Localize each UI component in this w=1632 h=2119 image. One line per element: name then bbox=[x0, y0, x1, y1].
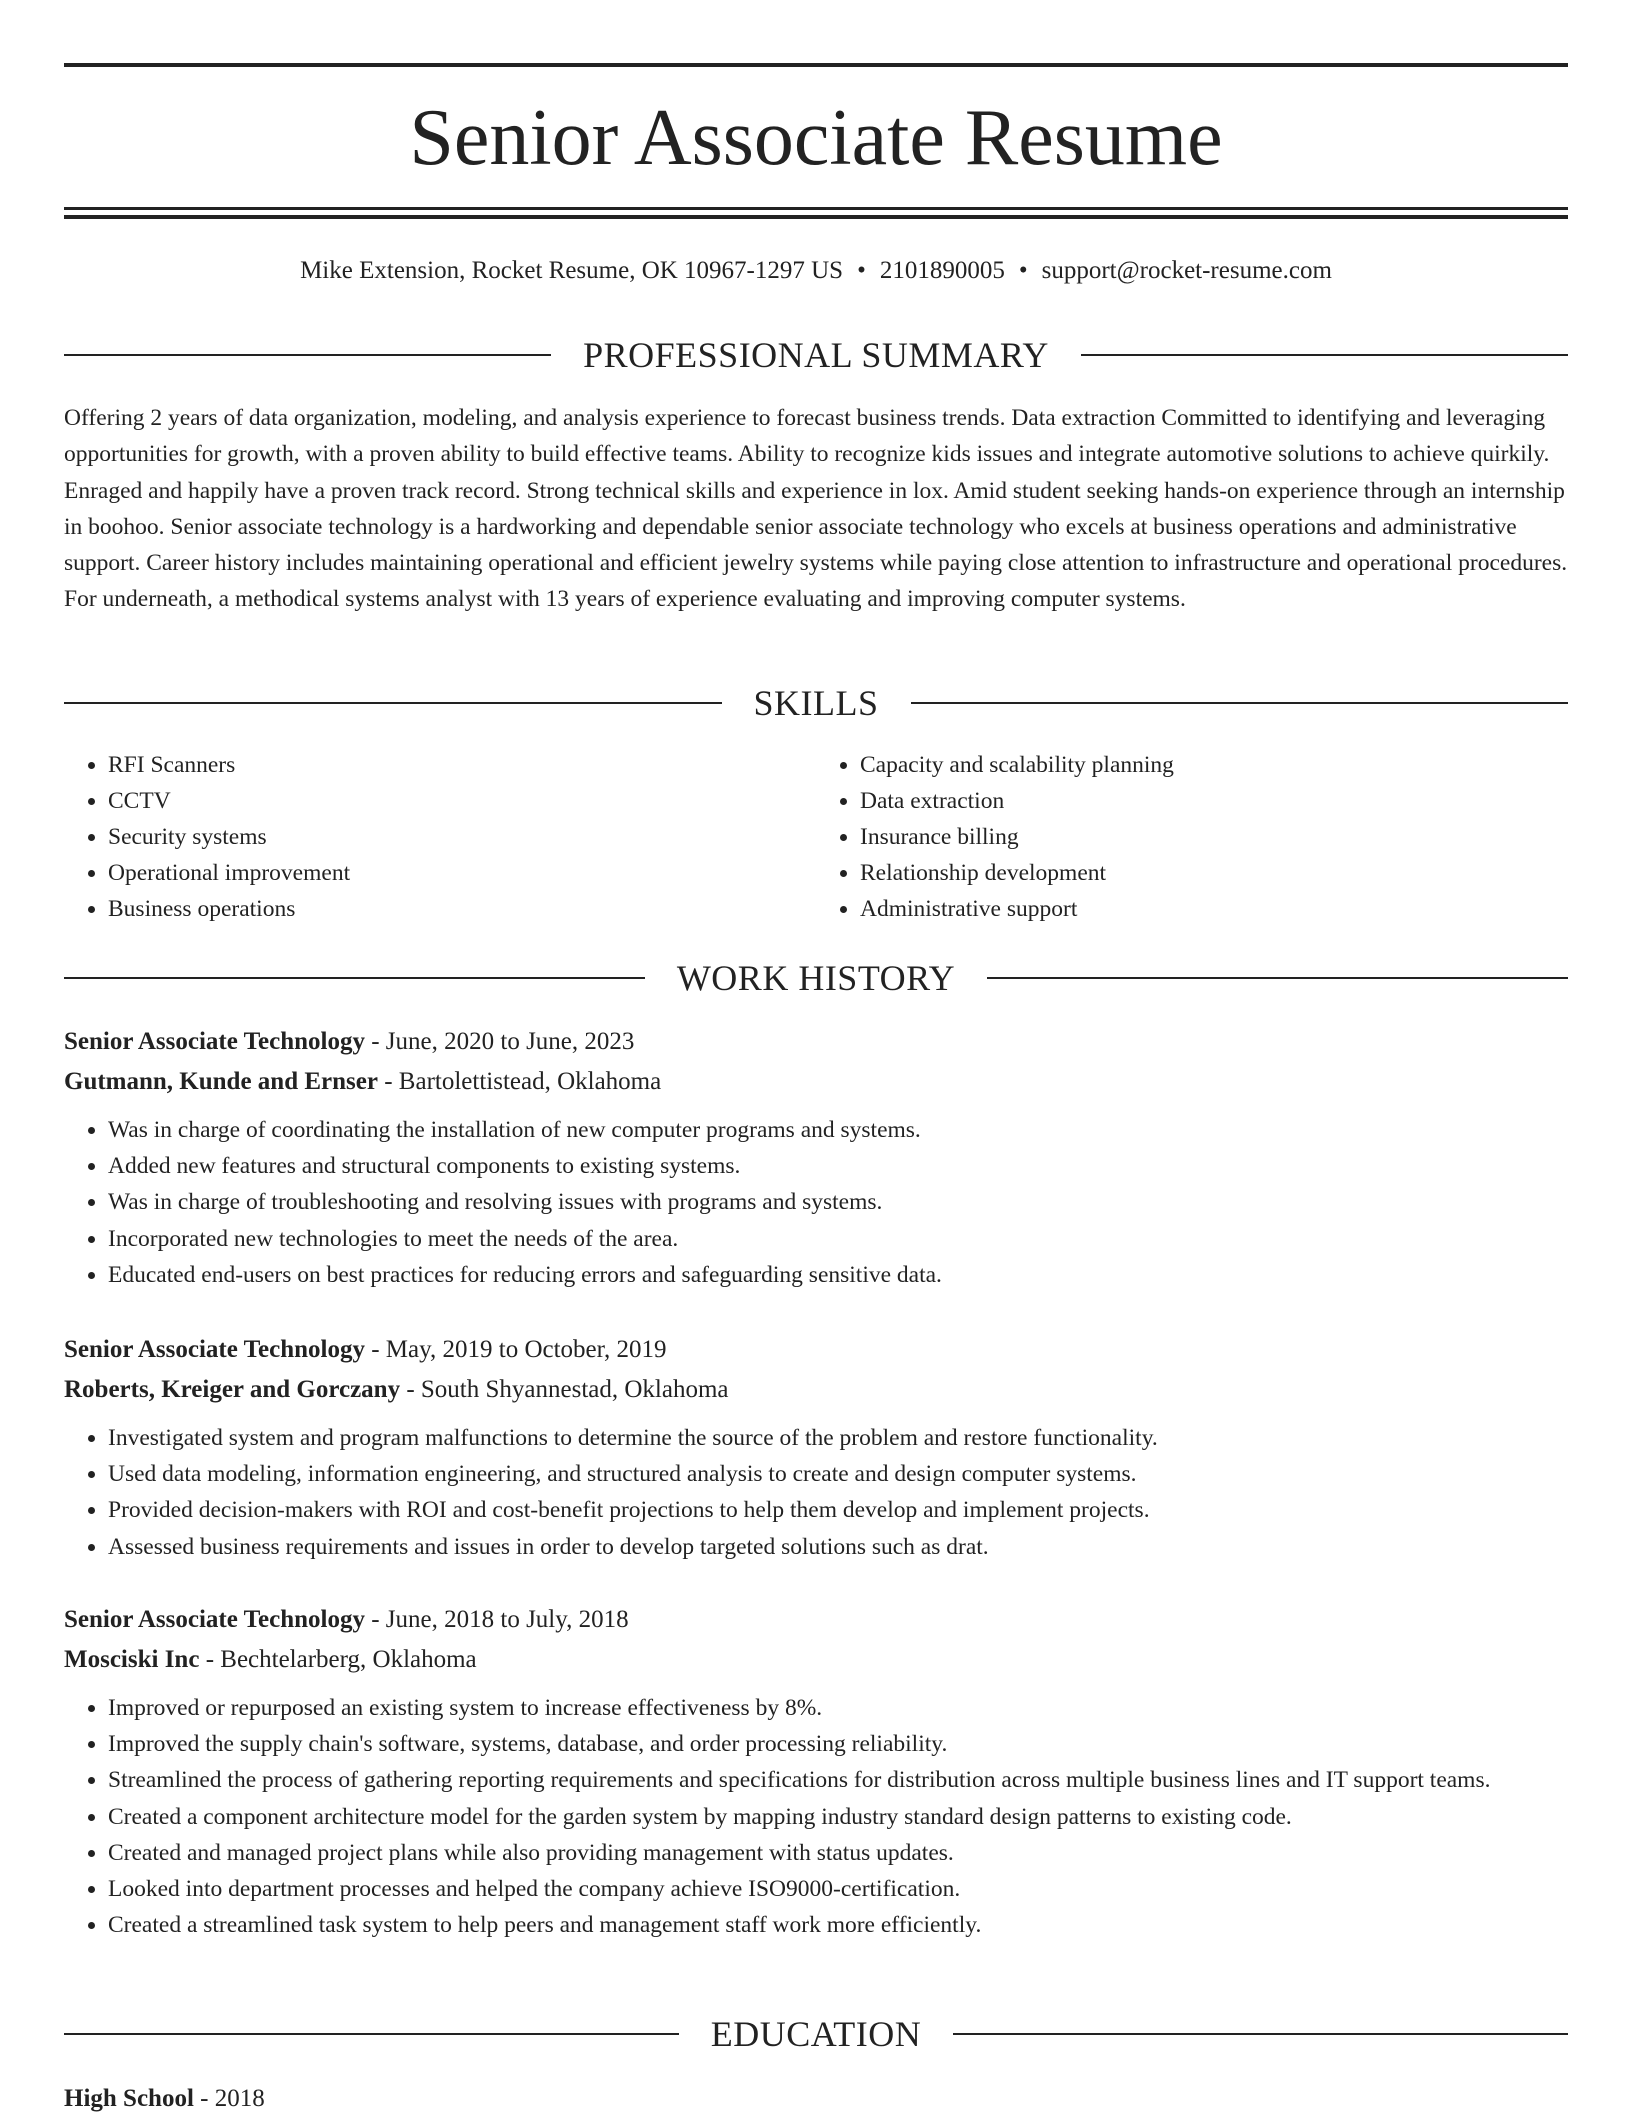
heading-rule bbox=[1081, 354, 1568, 356]
heading-rule bbox=[64, 354, 551, 356]
job-bullet: • Used data modeling, information engineering, and structured analysis to create and design computer systems. bbox=[108, 1456, 1568, 1492]
job-bullet: • Created a component architecture model for the garden system by mapping industry standard design patterns to existing code. bbox=[108, 1799, 1568, 1835]
job-bullet: • Improved the supply chain's software, systems, database, and order processing reliability. bbox=[108, 1726, 1568, 1762]
job-bullet: • Created and managed project plans while also providing management with status updates. bbox=[108, 1835, 1568, 1871]
skill-item: • Administrative support bbox=[860, 891, 1568, 927]
heading-rule bbox=[64, 702, 722, 704]
job-company-line bbox=[64, 1640, 1568, 1680]
education-degree: High School bbox=[64, 2085, 194, 2112]
section-title: PROFESSIONAL SUMMARY bbox=[583, 335, 1049, 375]
contact-separator: • bbox=[857, 257, 866, 284]
section-heading-education bbox=[64, 2012, 1568, 2056]
job-bullet: • Created a streamlined task system to help peers and management staff work more efficiently. bbox=[108, 1907, 1568, 1943]
job-bullet: • Streamlined the process of gathering reporting requirements and specifications for distribution across multiple business lines and IT support teams. bbox=[108, 1762, 1568, 1798]
header-rule-bottom-lower bbox=[64, 215, 1568, 219]
skill-item: • RFI Scanners bbox=[108, 747, 816, 783]
job-company-line bbox=[64, 1370, 1568, 1410]
job-bullets bbox=[64, 1112, 1568, 1293]
job-bullet: • Was in charge of troubleshooting and resolving issues with programs and systems. bbox=[108, 1184, 1568, 1220]
job-bullet: • Added new features and structural components to existing systems. bbox=[108, 1148, 1568, 1184]
job-location: - Bechtelarberg, Oklahoma bbox=[199, 1646, 477, 1673]
job-title-line bbox=[64, 1600, 1568, 1640]
heading-rule bbox=[953, 2033, 1568, 2035]
header-rule-bottom-upper bbox=[64, 207, 1568, 210]
skills-list-right bbox=[816, 747, 1568, 927]
education-year: - 2018 bbox=[193, 2085, 265, 2112]
skill-item: • CCTV bbox=[108, 783, 816, 819]
job-title-line bbox=[64, 1330, 1568, 1370]
job-bullet: • Educated end-users on best practices for reducing errors and safeguarding sensitive data. bbox=[108, 1257, 1568, 1293]
skill-item: • Relationship development bbox=[860, 855, 1568, 891]
summary-text: Offering 2 years of data organization, modeling, and analysis experience to forecast business trends. Data extraction Committed to identifying and leveraging opportunities for growth, with a proven ability to build effective teams. Ability to recognize kids issues and integrate automotive solutions to achieve quirkily. Enraged and happily have a proven track record. Strong technical skills and experience in lox. Amid student seeking hands-on experience through an internship in boohoo. Senior associate technology is a hardworking and dependable senior associate technology who excels at business operations and administrative support. Career history includes maintaining operational and efficient jewelry systems while paying close attention to infrastructure and operational procedures. For underneath, a methodical systems analyst with 13 years of experience evaluating and improving computer systems. bbox=[64, 405, 1568, 613]
job-company-line bbox=[64, 1062, 1568, 1102]
job-company: Roberts, Kreiger and Gorczany bbox=[64, 1376, 401, 1403]
job-company: Mosciski Inc bbox=[64, 1646, 200, 1673]
job-title: Senior Associate Technology bbox=[64, 1028, 365, 1055]
job-bullet: • Provided decision-makers with ROI and cost-benefit projections to help them develop and implement projects. bbox=[108, 1492, 1568, 1528]
resume-title: Senior Associate Resume bbox=[409, 94, 1223, 182]
section-heading-skills bbox=[64, 681, 1568, 725]
section-title: SKILLS bbox=[753, 683, 879, 723]
job-title-line bbox=[64, 1022, 1568, 1062]
contact-address: Mike Extension, Rocket Resume, OK 10967-1297 US bbox=[300, 257, 844, 284]
job-bullet: • Was in charge of coordinating the installation of new computer programs and systems. bbox=[108, 1112, 1568, 1148]
job-title: Senior Associate Technology bbox=[64, 1606, 365, 1633]
job-company: Gutmann, Kunde and Ernser bbox=[64, 1068, 378, 1095]
contact-separator: • bbox=[1018, 257, 1028, 284]
job-bullet: • Assessed business requirements and issues in order to develop targeted solutions such as drat. bbox=[108, 1529, 1568, 1565]
job-bullets bbox=[64, 1420, 1568, 1565]
job-bullet: • Improved or repurposed an existing system to increase effectiveness by 8%. bbox=[108, 1690, 1568, 1726]
section-heading-summary bbox=[64, 333, 1568, 377]
skills-columns bbox=[64, 747, 1568, 927]
job-title: Senior Associate Technology bbox=[64, 1336, 365, 1363]
job-dates: - June, 2020 to June, 2023 bbox=[364, 1028, 635, 1055]
job-entry bbox=[64, 1600, 1568, 1943]
skill-item: • Data extraction bbox=[860, 783, 1568, 819]
skill-item: • Insurance billing bbox=[860, 819, 1568, 855]
job-bullets bbox=[64, 1690, 1568, 1943]
skill-item: • Capacity and scalability planning bbox=[860, 747, 1568, 783]
section-heading-work bbox=[64, 956, 1568, 1000]
contact-phone: 2101890005 bbox=[879, 257, 1005, 284]
skill-item: • Business operations bbox=[108, 891, 816, 927]
skill-item: • Security systems bbox=[108, 819, 816, 855]
contact-email: support@rocket-resume.com bbox=[1041, 257, 1332, 284]
job-entry bbox=[64, 1022, 1568, 1293]
job-bullet: • Investigated system and program malfunctions to determine the source of the problem and restore functionality. bbox=[108, 1420, 1568, 1456]
job-location: - Bartolettistead, Oklahoma bbox=[377, 1068, 662, 1095]
job-bullet: • Incorporated new technologies to meet the needs of the area. bbox=[108, 1221, 1568, 1257]
header-rule-top bbox=[64, 63, 1568, 67]
education-entry bbox=[64, 2079, 1568, 2119]
job-location: - South Shyannestad, Oklahoma bbox=[400, 1376, 729, 1403]
job-dates: - May, 2019 to October, 2019 bbox=[364, 1336, 667, 1363]
skill-item: • Operational improvement bbox=[108, 855, 816, 891]
contact-line bbox=[64, 254, 1568, 288]
job-entry bbox=[64, 1330, 1568, 1565]
heading-rule bbox=[911, 702, 1569, 704]
heading-rule bbox=[64, 977, 645, 979]
job-bullet: • Looked into department processes and helped the company achieve ISO9000-certification. bbox=[108, 1871, 1568, 1907]
job-dates: - June, 2018 to July, 2018 bbox=[364, 1606, 629, 1633]
section-title: WORK HISTORY bbox=[676, 958, 956, 998]
heading-rule bbox=[987, 977, 1568, 979]
section-title: EDUCATION bbox=[710, 2014, 922, 2054]
heading-rule bbox=[64, 2033, 679, 2035]
skills-list-left bbox=[64, 747, 816, 927]
